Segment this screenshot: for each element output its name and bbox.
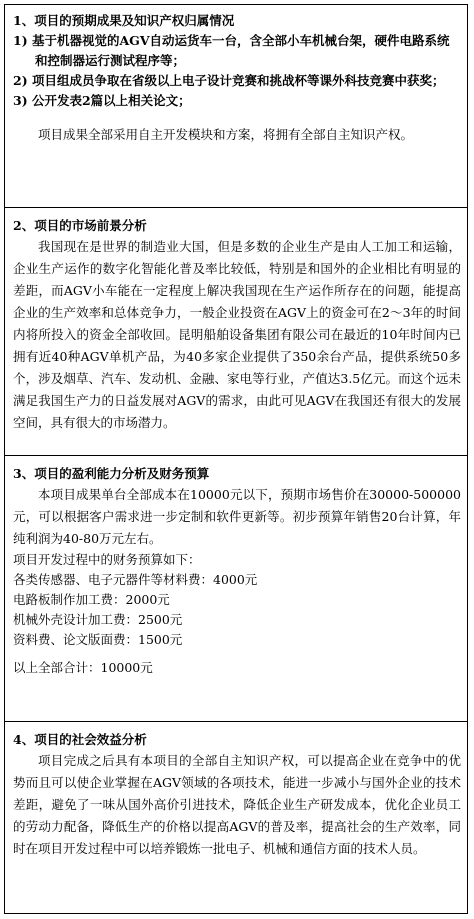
section-heading: 2、项目的市场前景分析 xyxy=(13,218,147,233)
list-item: 1) 基于机器视觉的AGV自动运货车一台，含全部小车机械台架，硬件电路系统和控制器运行测试程序等； xyxy=(13,33,450,68)
section-heading: 3、项目的盈利能力分析及财务预算 xyxy=(13,466,210,481)
budget-item: 各类传感器、电子元器件等材料费：4000元 xyxy=(13,572,258,587)
section-market-analysis xyxy=(4,208,468,456)
list-item: 2) 项目组成员争取在省级以上电子设计竞赛和挑战杯等课外科技竞赛中获奖； xyxy=(13,73,445,88)
section-expected-results xyxy=(4,4,468,208)
budget-item: 机械外壳设计加工费：2500元 xyxy=(13,612,183,627)
budget-total: 以上全部合计：10000元 xyxy=(13,660,153,675)
section-heading: 1、项目的预期成果及知识产权归属情况 xyxy=(13,13,235,28)
section-profit-budget xyxy=(4,456,468,722)
list-item: 3) 公开发表2篇以上相关论文； xyxy=(13,93,191,108)
budget-intro: 项目开发过程中的财务预算如下： xyxy=(13,552,201,567)
ip-paragraph: 项目成果全部采用自主开发模块和方案，将拥有全部自主知识产权。 xyxy=(38,127,414,142)
social-paragraph: 项目完成之后具有本项目的全部自主知识产权，可以提高企业在竞争中的优势而且可以使企业掌握在AGV领域的各项技术，能进一步减小与国外企业的技术差距，避免了一味从国外高价引进技术，降低企业生产研发成本，优化企业员工的劳动力配备，降低生产的价格以提高AGV的普及率，提高社会的生产效率，同时在项目开发过程中可以培养锻炼一批电子、机械和通信方面的技术人员。 xyxy=(13,753,461,856)
profit-paragraph: 本项目成果单台全部成本在10000元以下，预期市场售价在30000-500000元，可以根据客户需求进一步定制和软件更新等。初步预算年销售20台计算，年纯利润为40-80万元左右。 xyxy=(13,487,461,546)
budget-item: 资料费、论文版面费：1500元 xyxy=(13,632,183,647)
section-heading: 4、项目的社会效益分析 xyxy=(13,732,147,747)
market-paragraph: 我国现在是世界的制造业大国，但是多数的企业生产是由人工加工和运输，企业生产运作的数字化智能化普及率比较低，特别是和国外的企业相比有明显的差距，而AGV小车能在一定程度上解决我国现在生产运作所存在的问题，能提高企业的生产效率和总体竞争力，一般企业投资在AGV上的资金可在2～3年的时间内将所投入的资金全部收回。昆明船舶设备集团有限公司在最近的10年时间内已拥有近40种AGV单机产品，为40多家企业提供了350余台产品，提供系统50多个，涉及烟草、汽车、发动机、金融、家电等行业，产值达3.5亿元。而这个远未满足我国生产力的日益发展对AGV的需求，由此可见AGV在我国还有很大的发展空间，具有很大的市场潜力。 xyxy=(13,239,461,430)
budget-item: 电路板制作加工费：2000元 xyxy=(13,592,170,607)
section-social-benefits xyxy=(4,722,468,914)
